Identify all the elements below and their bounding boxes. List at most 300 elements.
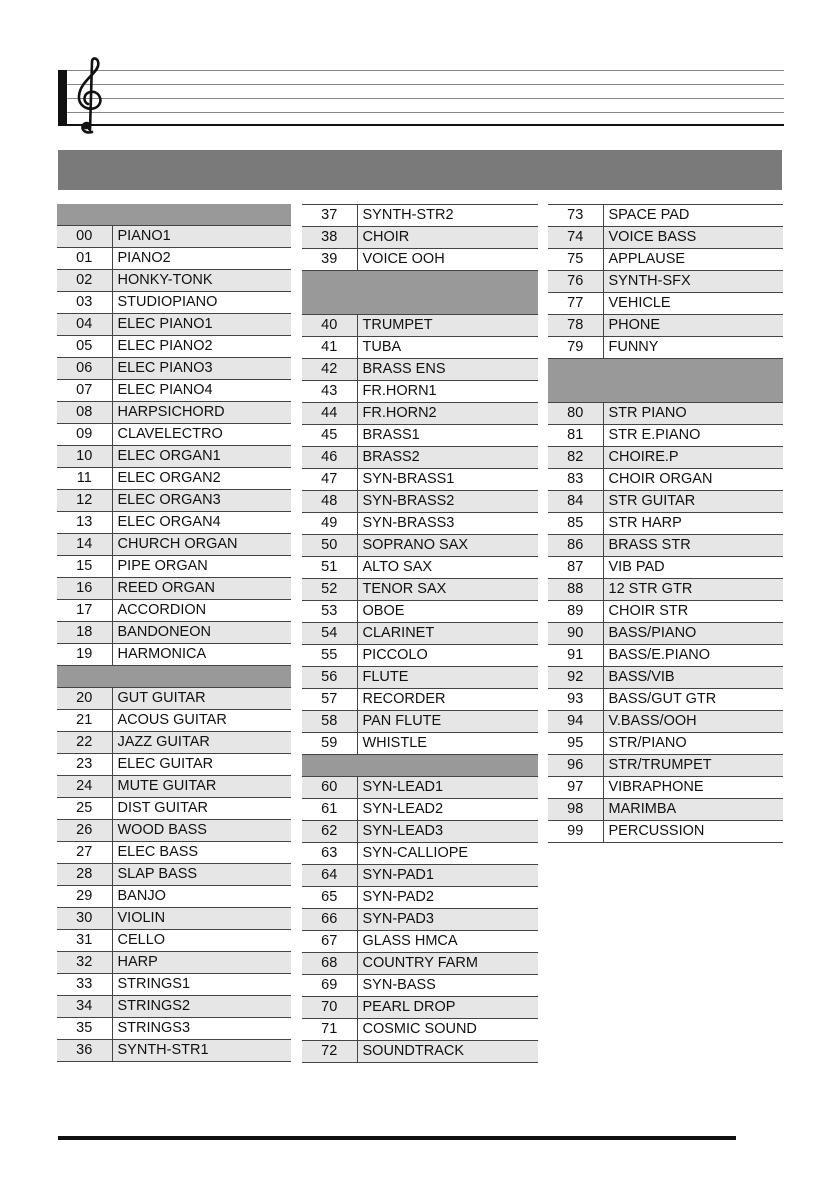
tone-number: 64	[302, 865, 357, 887]
tone-row	[57, 468, 291, 490]
tone-name: STR GUITAR	[603, 491, 783, 513]
category-header-row	[302, 755, 538, 777]
tone-name: BASS/VIB	[603, 667, 783, 689]
tone-row	[57, 578, 291, 600]
tone-row	[548, 755, 783, 777]
music-staff-header	[58, 70, 784, 126]
tone-name: BRASS2	[357, 447, 538, 469]
tone-row	[302, 799, 538, 821]
tone-row	[302, 425, 538, 447]
tone-row	[548, 645, 783, 667]
tone-row	[57, 908, 291, 930]
tone-row	[57, 776, 291, 798]
tone-row	[302, 315, 538, 337]
tone-row	[302, 909, 538, 931]
tone-name: STR/PIANO	[603, 733, 783, 755]
tone-row	[302, 711, 538, 733]
tone-name: TENOR SAX	[357, 579, 538, 601]
tone-number: 17	[57, 600, 112, 622]
tone-row	[548, 491, 783, 513]
tone-name: HARPSICHORD	[112, 402, 291, 424]
tone-row	[57, 534, 291, 556]
tone-row	[548, 821, 783, 843]
tone-name: HONKY-TONK	[112, 270, 291, 292]
tone-name: TRUMPET	[357, 315, 538, 337]
tone-row	[57, 622, 291, 644]
tone-name: FR.HORN2	[357, 403, 538, 425]
tone-row	[57, 886, 291, 908]
tone-number: 73	[548, 205, 603, 227]
tone-number: 80	[548, 403, 603, 425]
tone-number: 02	[57, 270, 112, 292]
tone-row	[302, 645, 538, 667]
tone-number: 08	[57, 402, 112, 424]
tone-row	[57, 490, 291, 512]
tone-number: 71	[302, 1019, 357, 1041]
treble-clef-icon	[70, 56, 110, 136]
tone-row	[548, 403, 783, 425]
tone-number: 97	[548, 777, 603, 799]
tone-row	[302, 843, 538, 865]
tone-number: 67	[302, 931, 357, 953]
tone-name: RECORDER	[357, 689, 538, 711]
tone-name: SYN-BRASS1	[357, 469, 538, 491]
tone-name: ELEC PIANO2	[112, 336, 291, 358]
tone-name: SYN-BASS	[357, 975, 538, 997]
tone-number: 13	[57, 512, 112, 534]
tone-name: SYN-LEAD2	[357, 799, 538, 821]
tone-number: 95	[548, 733, 603, 755]
tone-name: ELEC PIANO3	[112, 358, 291, 380]
tone-number: 39	[302, 249, 357, 271]
tone-number: 46	[302, 447, 357, 469]
tone-row	[57, 754, 291, 776]
tone-name: ELEC PIANO1	[112, 314, 291, 336]
tone-name: ALTO SAX	[357, 557, 538, 579]
tone-name: BASS/E.PIANO	[603, 645, 783, 667]
staff-bottom-rule	[67, 124, 784, 126]
tone-number: 37	[302, 205, 357, 227]
tone-number: 29	[57, 886, 112, 908]
tone-number: 83	[548, 469, 603, 491]
staff-line	[67, 84, 784, 85]
tone-number: 87	[548, 557, 603, 579]
tone-name: SYN-LEAD3	[357, 821, 538, 843]
tone-name: PAN FLUTE	[357, 711, 538, 733]
tone-row	[57, 688, 291, 710]
tone-number: 68	[302, 953, 357, 975]
staff-line	[67, 98, 784, 99]
tone-number: 55	[302, 645, 357, 667]
tone-name: VEHICLE	[603, 293, 783, 315]
tone-number: 16	[57, 578, 112, 600]
tone-row	[302, 667, 538, 689]
tone-name: CLARINET	[357, 623, 538, 645]
tone-row	[57, 292, 291, 314]
tone-name: CHURCH ORGAN	[112, 534, 291, 556]
tone-name: HARMONICA	[112, 644, 291, 666]
category-header-row	[548, 359, 783, 403]
tone-number: 65	[302, 887, 357, 909]
tone-row	[302, 997, 538, 1019]
tone-name: STR HARP	[603, 513, 783, 535]
tone-row	[57, 424, 291, 446]
tone-row	[302, 975, 538, 997]
tone-row	[548, 623, 783, 645]
tone-row	[57, 358, 291, 380]
tone-row	[302, 865, 538, 887]
tone-name: VIOLIN	[112, 908, 291, 930]
tone-row	[57, 556, 291, 578]
tone-number: 76	[548, 271, 603, 293]
tone-row	[302, 887, 538, 909]
tone-number: 69	[302, 975, 357, 997]
tone-number: 31	[57, 930, 112, 952]
tone-row	[548, 711, 783, 733]
tone-row	[548, 799, 783, 821]
tone-name: 12 STR GTR	[603, 579, 783, 601]
tone-name: COUNTRY FARM	[357, 953, 538, 975]
tone-name: ELEC BASS	[112, 842, 291, 864]
tone-row	[302, 249, 538, 271]
tone-name: DIST GUITAR	[112, 798, 291, 820]
tone-number: 96	[548, 755, 603, 777]
tone-name: VOICE BASS	[603, 227, 783, 249]
tone-row	[57, 336, 291, 358]
tone-number: 00	[57, 226, 112, 248]
tone-number: 14	[57, 534, 112, 556]
tone-row	[302, 579, 538, 601]
tone-row	[548, 513, 783, 535]
tone-name: TUBA	[357, 337, 538, 359]
tone-name: FUNNY	[603, 337, 783, 359]
tone-row	[57, 512, 291, 534]
tone-name: SYN-CALLIOPE	[357, 843, 538, 865]
tone-name: HARP	[112, 952, 291, 974]
tone-name: SYN-BRASS2	[357, 491, 538, 513]
tone-name: ACCORDION	[112, 600, 291, 622]
tone-row	[57, 314, 291, 336]
tone-name: STUDIOPIANO	[112, 292, 291, 314]
tone-row	[57, 644, 291, 666]
tone-row	[302, 337, 538, 359]
tone-name: BRASS STR	[603, 535, 783, 557]
tone-number: 38	[302, 227, 357, 249]
tone-number: 53	[302, 601, 357, 623]
tone-table-column-3	[548, 204, 783, 843]
tone-name: MUTE GUITAR	[112, 776, 291, 798]
tone-number: 51	[302, 557, 357, 579]
tone-row	[548, 535, 783, 557]
tone-name: ELEC PIANO4	[112, 380, 291, 402]
tone-name: BRASS ENS	[357, 359, 538, 381]
tone-row	[302, 777, 538, 799]
tone-name: JAZZ GUITAR	[112, 732, 291, 754]
tone-name: ACOUS GUITAR	[112, 710, 291, 732]
category-header-row	[57, 204, 291, 226]
tone-row	[548, 579, 783, 601]
tone-number: 32	[57, 952, 112, 974]
tone-number: 45	[302, 425, 357, 447]
tone-name: CHOIR STR	[603, 601, 783, 623]
tone-name: REED ORGAN	[112, 578, 291, 600]
tone-name: CHOIR ORGAN	[603, 469, 783, 491]
tone-row	[302, 359, 538, 381]
tone-name: STRINGS3	[112, 1018, 291, 1040]
staff-line	[67, 112, 784, 113]
tone-name: MARIMBA	[603, 799, 783, 821]
tone-number: 43	[302, 381, 357, 403]
tone-number: 94	[548, 711, 603, 733]
tone-name: SYN-PAD1	[357, 865, 538, 887]
tone-name: FLUTE	[357, 667, 538, 689]
tone-row	[302, 491, 538, 513]
tone-row	[302, 469, 538, 491]
tone-name: STRINGS2	[112, 996, 291, 1018]
tone-number: 63	[302, 843, 357, 865]
tone-number: 78	[548, 315, 603, 337]
tone-name: PIANO1	[112, 226, 291, 248]
tone-number: 85	[548, 513, 603, 535]
tone-number: 12	[57, 490, 112, 512]
tone-name: COSMIC SOUND	[357, 1019, 538, 1041]
tone-row	[548, 271, 783, 293]
tone-number: 77	[548, 293, 603, 315]
tone-row	[57, 1018, 291, 1040]
category-header-row	[302, 271, 538, 315]
tone-number: 04	[57, 314, 112, 336]
tone-name: BASS/PIANO	[603, 623, 783, 645]
tone-number: 44	[302, 403, 357, 425]
tone-number: 52	[302, 579, 357, 601]
tone-number: 66	[302, 909, 357, 931]
tone-name: SOPRANO SAX	[357, 535, 538, 557]
tone-name: CELLO	[112, 930, 291, 952]
tone-number: 79	[548, 337, 603, 359]
tone-row	[302, 557, 538, 579]
tone-number: 88	[548, 579, 603, 601]
tone-number: 98	[548, 799, 603, 821]
tone-name: APPLAUSE	[603, 249, 783, 271]
tone-row	[57, 996, 291, 1018]
tone-row	[302, 623, 538, 645]
tone-name: BANJO	[112, 886, 291, 908]
staff-line	[67, 70, 784, 71]
tone-row	[57, 380, 291, 402]
tone-number: 50	[302, 535, 357, 557]
tone-name: CHOIR	[357, 227, 538, 249]
footer-rule	[58, 1136, 736, 1140]
tone-row	[57, 732, 291, 754]
tone-number: 07	[57, 380, 112, 402]
tone-row	[548, 777, 783, 799]
tone-name: BRASS1	[357, 425, 538, 447]
tone-name: FR.HORN1	[357, 381, 538, 403]
tone-number: 72	[302, 1041, 357, 1063]
tone-row	[57, 842, 291, 864]
tone-number: 10	[57, 446, 112, 468]
tone-name: ELEC ORGAN2	[112, 468, 291, 490]
tone-table-column-1	[57, 204, 291, 1062]
tone-name: VOICE OOH	[357, 249, 538, 271]
tone-number: 26	[57, 820, 112, 842]
tone-name: PHONE	[603, 315, 783, 337]
tone-number: 58	[302, 711, 357, 733]
tone-number: 11	[57, 468, 112, 490]
tone-row	[302, 1041, 538, 1063]
tone-number: 20	[57, 688, 112, 710]
tone-number: 42	[302, 359, 357, 381]
tone-number: 48	[302, 491, 357, 513]
tone-row	[302, 403, 538, 425]
tone-number: 24	[57, 776, 112, 798]
tone-row	[548, 293, 783, 315]
tone-name: CHOIRE.P	[603, 447, 783, 469]
tone-row	[302, 953, 538, 975]
tone-name: CLAVELECTRO	[112, 424, 291, 446]
tone-row	[548, 337, 783, 359]
tone-name: SYN-BRASS3	[357, 513, 538, 535]
tone-row	[57, 402, 291, 424]
tone-name: WHISTLE	[357, 733, 538, 755]
tone-row	[548, 469, 783, 491]
tone-name: STR PIANO	[603, 403, 783, 425]
tone-number: 27	[57, 842, 112, 864]
tone-name: ELEC ORGAN1	[112, 446, 291, 468]
tone-number: 99	[548, 821, 603, 843]
tone-row	[302, 1019, 538, 1041]
tone-row	[57, 446, 291, 468]
tone-name: BASS/GUT GTR	[603, 689, 783, 711]
tone-number: 93	[548, 689, 603, 711]
tone-name: SYNTH-STR2	[357, 205, 538, 227]
tone-number: 62	[302, 821, 357, 843]
tone-number: 40	[302, 315, 357, 337]
tone-row	[57, 798, 291, 820]
tone-name: GLASS HMCA	[357, 931, 538, 953]
tone-row	[302, 513, 538, 535]
tone-name: VIBRAPHONE	[603, 777, 783, 799]
tone-name: SYNTH-SFX	[603, 271, 783, 293]
tone-number: 84	[548, 491, 603, 513]
tone-name: STR/TRUMPET	[603, 755, 783, 777]
tone-number: 56	[302, 667, 357, 689]
tone-row	[302, 601, 538, 623]
tone-number: 30	[57, 908, 112, 930]
tone-name: ELEC ORGAN4	[112, 512, 291, 534]
tone-number: 59	[302, 733, 357, 755]
tone-number: 92	[548, 667, 603, 689]
tone-number: 75	[548, 249, 603, 271]
tone-number: 60	[302, 777, 357, 799]
tone-row	[302, 931, 538, 953]
tone-number: 91	[548, 645, 603, 667]
tone-number: 54	[302, 623, 357, 645]
tone-name: PIPE ORGAN	[112, 556, 291, 578]
tone-number: 86	[548, 535, 603, 557]
tone-number: 57	[302, 689, 357, 711]
tone-row	[302, 821, 538, 843]
tone-name: SPACE PAD	[603, 205, 783, 227]
tone-row	[302, 733, 538, 755]
tone-row	[548, 601, 783, 623]
tone-row	[57, 952, 291, 974]
tone-name: PICCOLO	[357, 645, 538, 667]
tone-number: 81	[548, 425, 603, 447]
tone-name: SYN-PAD3	[357, 909, 538, 931]
tone-number: 35	[57, 1018, 112, 1040]
tone-name: SLAP BASS	[112, 864, 291, 886]
tone-name: PERCUSSION	[603, 821, 783, 843]
tone-number: 22	[57, 732, 112, 754]
tone-row	[302, 447, 538, 469]
tone-row	[57, 974, 291, 996]
tone-number: 09	[57, 424, 112, 446]
tone-number: 01	[57, 248, 112, 270]
tone-number: 18	[57, 622, 112, 644]
tone-row	[548, 733, 783, 755]
tone-row	[57, 270, 291, 292]
tone-number: 89	[548, 601, 603, 623]
tone-name: PEARL DROP	[357, 997, 538, 1019]
tone-number: 19	[57, 644, 112, 666]
tone-number: 34	[57, 996, 112, 1018]
tone-row	[548, 227, 783, 249]
tone-number: 23	[57, 754, 112, 776]
tone-name: STRINGS1	[112, 974, 291, 996]
tone-number: 70	[302, 997, 357, 1019]
tone-row	[548, 315, 783, 337]
tone-row	[57, 820, 291, 842]
tone-number: 28	[57, 864, 112, 886]
tone-row	[548, 689, 783, 711]
tone-row	[57, 1040, 291, 1062]
tone-name: SYNTH-STR1	[112, 1040, 291, 1062]
tone-row	[548, 425, 783, 447]
tone-number: 05	[57, 336, 112, 358]
tone-number: 41	[302, 337, 357, 359]
tone-name: WOOD BASS	[112, 820, 291, 842]
tone-row	[548, 557, 783, 579]
tone-row	[57, 600, 291, 622]
tone-name: PIANO2	[112, 248, 291, 270]
tone-row	[57, 710, 291, 732]
section-title-band	[58, 150, 782, 190]
tone-name: ELEC GUITAR	[112, 754, 291, 776]
tone-number: 15	[57, 556, 112, 578]
tone-row	[302, 535, 538, 557]
tone-table-column-2	[302, 204, 538, 1063]
tone-number: 25	[57, 798, 112, 820]
tone-name: V.BASS/OOH	[603, 711, 783, 733]
category-header-row	[57, 666, 291, 688]
tone-name: STR E.PIANO	[603, 425, 783, 447]
tone-row	[548, 447, 783, 469]
tone-name: GUT GUITAR	[112, 688, 291, 710]
tone-row	[57, 930, 291, 952]
tone-name: SYN-LEAD1	[357, 777, 538, 799]
tone-row	[57, 248, 291, 270]
tone-number: 49	[302, 513, 357, 535]
tone-row	[302, 381, 538, 403]
tone-number: 47	[302, 469, 357, 491]
tone-number: 03	[57, 292, 112, 314]
tone-row	[302, 205, 538, 227]
tone-number: 06	[57, 358, 112, 380]
tone-row	[57, 864, 291, 886]
tone-number: 82	[548, 447, 603, 469]
staff-bar	[58, 70, 67, 126]
